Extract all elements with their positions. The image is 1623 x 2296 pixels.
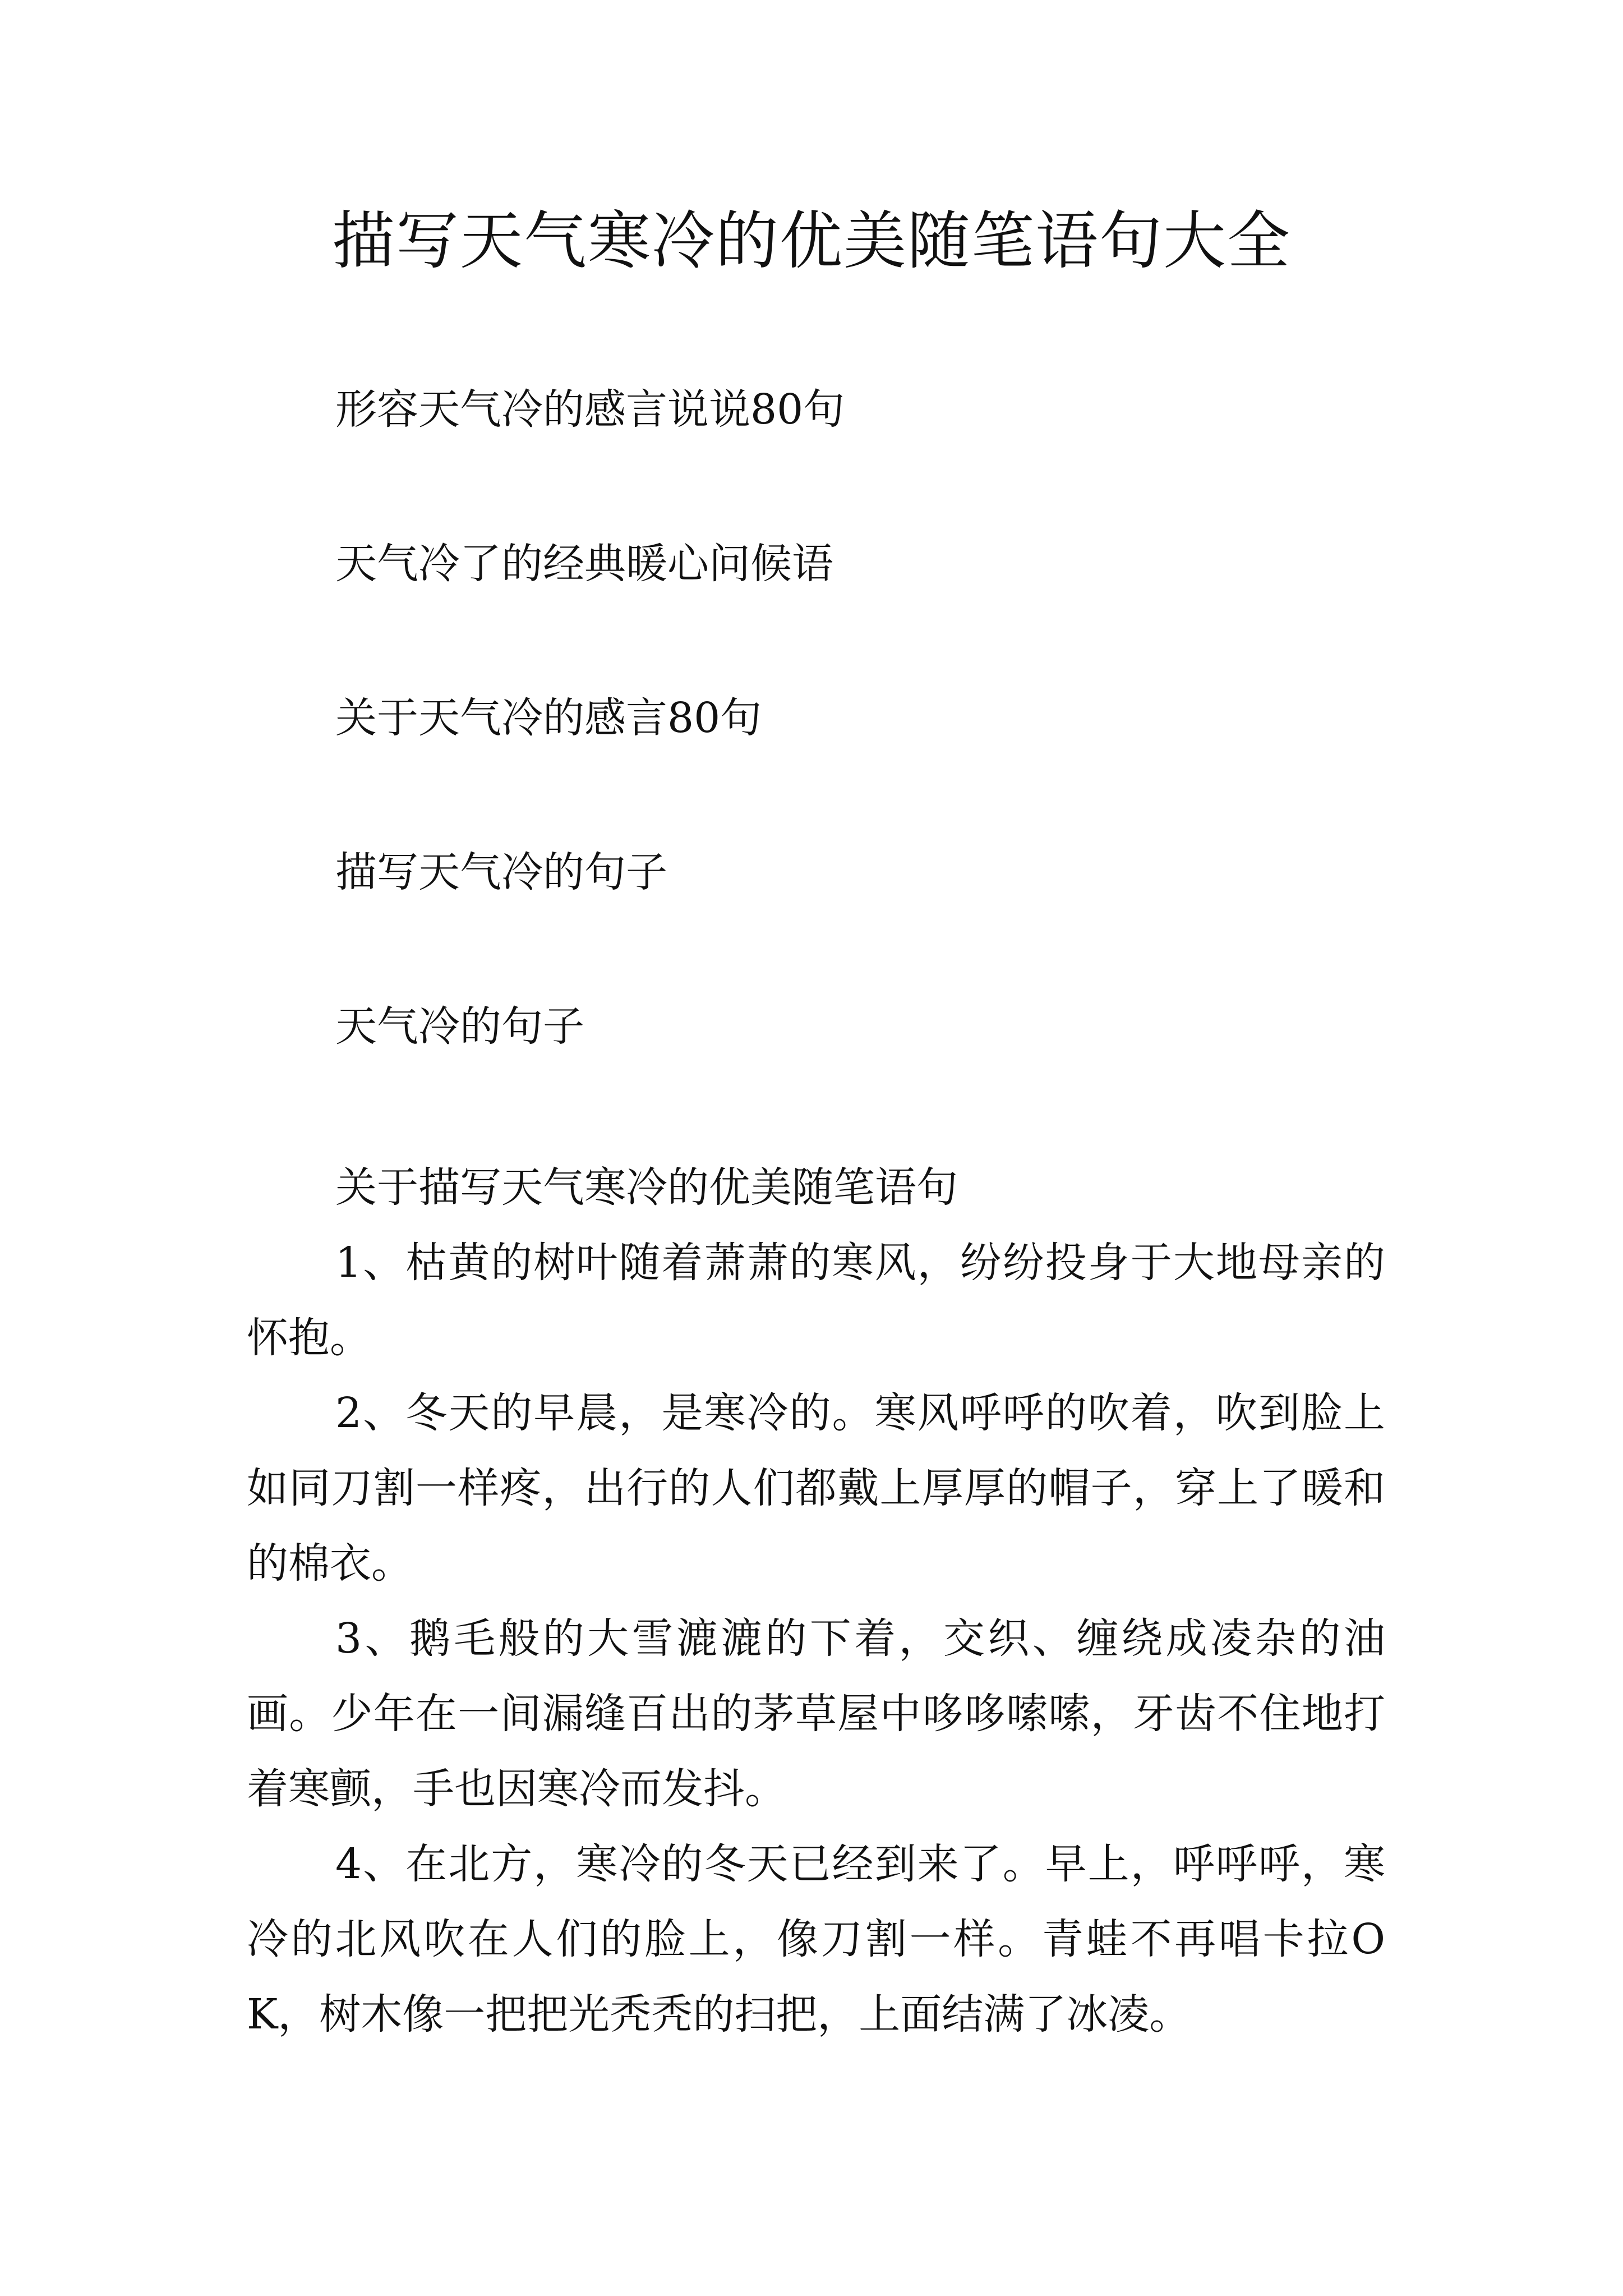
article-body (247, 1150, 1385, 2052)
related-link-4: 描写天气冷的句子 (335, 848, 667, 896)
section-heading: 关于描写天气寒冷的优美随笔语句 (335, 1163, 958, 1212)
paragraph-3: 3、鹅毛般的大雪漉漉的下着，交织、缠绕成凌杂的油画。少年在一间漏缝百出的茅草屋中哆哆嗦嗦，牙齿不住地打着寒颤，手也因寒冷而发抖。 (247, 1614, 1385, 1813)
document-title: 描写天气寒冷的优美随笔语句大全 (332, 205, 1291, 278)
related-link-1: 形容天气冷的感言说说80句 (335, 385, 845, 434)
related-link-2: 天气冷了的经典暖心问候语 (335, 540, 833, 588)
paragraph-4: 4、在北方，寒冷的冬天已经到来了。早上，呼呼呼，寒冷的北风吹在人们的脸上，像刀割一样。青蛙不再唱卡拉OK，树木像一把把光秃秃的扫把，上面结满了冰凌。 (247, 1840, 1385, 2039)
paragraph-2: 2、冬天的早晨，是寒冷的。寒风呼呼的吹着，吹到脸上如同刀割一样疼，出行的人们都戴上厚厚的帽子，穿上了暖和的棉衣。 (247, 1389, 1385, 1588)
related-link-5: 天气冷的句子 (335, 1002, 584, 1051)
paragraph-1: 1、枯黄的树叶随着萧萧的寒风，纷纷投身于大地母亲的怀抱。 (247, 1239, 1385, 1362)
related-link-3: 关于天气冷的感言80句 (335, 694, 762, 742)
